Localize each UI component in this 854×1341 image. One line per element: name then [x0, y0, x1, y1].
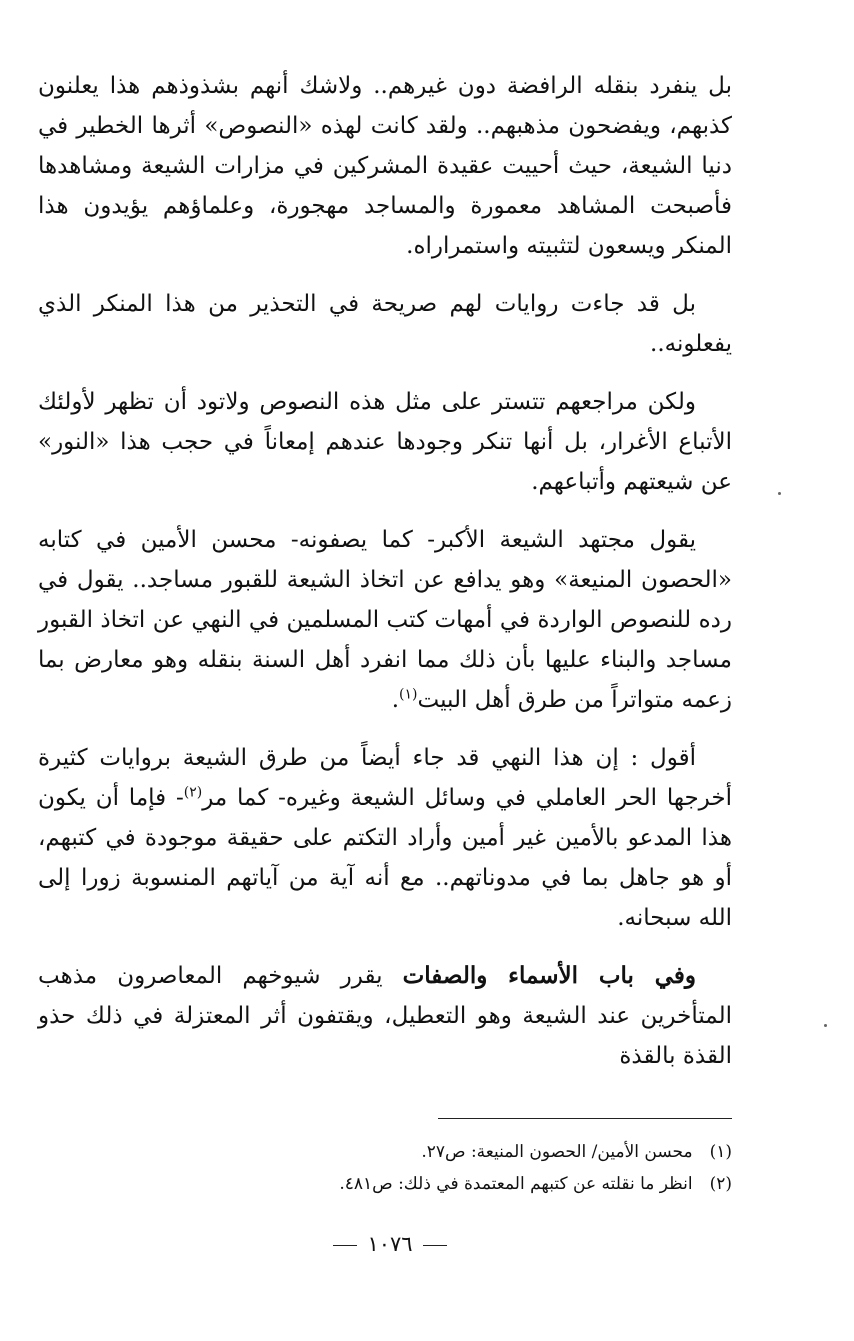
paragraph-1-text: بل ينفرد بنقله الرافضة دون غيرهم.. ولاشك أنهم بشذوذهم هذا يعلنون كذبهم، ويفضحون مذهبهم.. ولقد كانت لهذه «النصوص» أثرها الخطير في دنيا الشيعة، حيث أحييت عقيدة المشركين في مزارات الشيعة ومشاهدها فأصبحت المشاهد معمورة والمساجد مهجورة، وعلماؤهم يؤيدون هذا المنكر ويسعون لتثبيته واستمراراه.: [38, 73, 732, 259]
paragraph-1: [38, 66, 732, 266]
footnote-ref-2: (٢): [183, 784, 203, 801]
page-number: [0, 1232, 780, 1256]
paragraph-6: [38, 956, 732, 1076]
paragraph-3: [38, 382, 732, 502]
main-text: [38, 66, 732, 1094]
paragraph-2-text: بل قد جاءت روايات لهم صريحة في التحذير من هذا المنكر الذي يفعلونه..: [38, 291, 732, 357]
paragraph-4-period: .: [391, 687, 400, 713]
paragraph-4-text: يقول مجتهد الشيعة الأكبر- كما يصفونه- محسن الأمين في كتابه «الحصون المنيعة» وهو يدافع عن اتخاذ الشيعة للقبور مساجد.. يقول في رده للنصوص الواردة في أمهات كتب المسلمين في النهي عن اتخاذ القبور مساجد والبناء عليها بأن ذلك مما انفرد أهل السنة بنقله وهو معارض بما زعمه متواتراً من طرق أهل البيت: [38, 527, 733, 713]
paragraph-5-text-a: أقول : إن هذا النهي قد جاء أيضاً من طرق الشيعة بروايات كثيرة أخرجها الحر العاملي في وسائل الشيعة وغيره- كما مر: [38, 745, 732, 811]
footnote-2: [280, 1168, 732, 1200]
page-number-value: ١٠٧٦: [367, 1232, 413, 1256]
paragraph-5: [38, 738, 732, 938]
paragraph-6-heading: وفي باب الأسماء والصفات: [402, 962, 696, 989]
scan-speck: [824, 1024, 827, 1027]
paragraph-6-text: يقرر شيوخهم المعاصرون مذهب المتأخرين عند الشيعة وهو التعطيل، ويقتفون أثر المعتزلة في ذلك حذو القذة بالقذة: [38, 963, 732, 1069]
footnote-2-text: انظر ما نقلته عن كتبهم المعتمدة في ذلك: ص٤٨١.: [339, 1174, 693, 1194]
footnote-2-number: (٢): [709, 1174, 732, 1194]
paragraph-2: [38, 284, 732, 364]
paragraph-5-text-b: - فإما أن يكون هذا المدعو بالأمين غير أمين وأراد التكتم على حقيقة موجودة في كتبهم، أو هو جاهل بما في مدوناتهم.. مع أنه آية من آياتهم المنسوبة زورا إلى الله سبحانه.: [38, 785, 732, 931]
page-number-dash-left: [423, 1245, 447, 1246]
footnote-1-text: محسن الأمين/ الحصون المنيعة: ص٢٧.: [421, 1142, 693, 1162]
footnote-1: [280, 1136, 732, 1168]
scan-speck: [778, 492, 781, 495]
footnote-divider: [438, 1118, 732, 1119]
footnote-ref-1: (١): [399, 686, 418, 703]
paragraph-4: [38, 520, 732, 720]
paragraph-3-text: ولكن مراجعهم تتستر على مثل هذه النصوص ولاتود أن تظهر لأولئك الأتباع الأغرار، بل أنها تنكر وجودها عندهم إمعاناً في حجب هذا «النور» عن شيعتهم وأتباعهم.: [38, 389, 732, 495]
footnotes: [280, 1136, 732, 1200]
page-number-dash-right: [333, 1245, 357, 1246]
footnote-1-number: (١): [709, 1142, 732, 1162]
